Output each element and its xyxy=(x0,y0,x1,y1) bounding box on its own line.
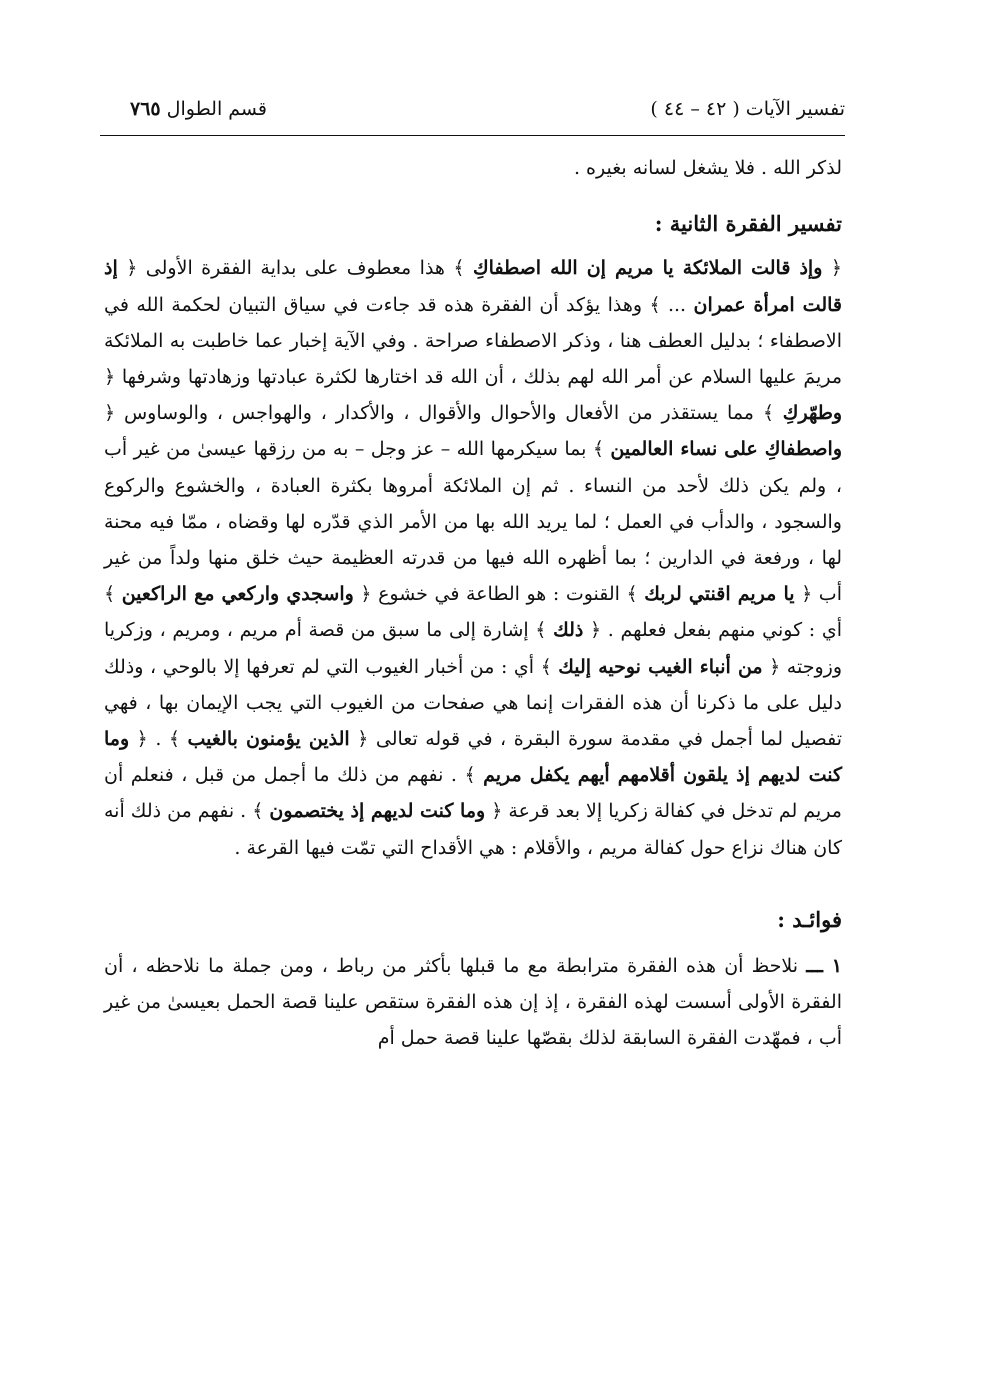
quran-quote: واصطفاكِ على نساء العالمين xyxy=(610,438,842,461)
text-segment: ﴾ . ﴿ xyxy=(129,728,188,751)
page-header xyxy=(100,92,845,132)
text-segment: ﴿ xyxy=(822,257,842,280)
text-segment: ... ﴾ وهذا يؤكد أن الفقرة هذه قد جاءت في سياق التبيان لحكمة الله في الاصطفاء ؛ بدليل العطف هنا ، وذكر الاصطفاء صراحة . وفي الآية إخبار عما خاطبت به الملائكة مريمَ عليها السلام عن أمر الله لهم بذلك ، أن الله قد اختارها لكثرة عبادتها وزهادتها وشرفها ﴿ xyxy=(104,293,842,389)
body-paragraph xyxy=(104,250,842,865)
quran-quote: وطهّركِ xyxy=(782,402,842,425)
quran-quote: يا مريم اقنتي لربك xyxy=(644,583,795,606)
quran-quote: الذين يؤمنون بالغيب xyxy=(187,728,350,751)
text-segment: ﴾ مما يستقذر من الأفعال والأحوال والأقوال ، والأكدار ، والهواجس ، والوساوس ﴿ xyxy=(104,402,783,425)
quran-quote: واسجدي واركعي مع الراكعين xyxy=(121,583,354,606)
quran-quote: وما كنت لديهم إذ يلقون أقلامهم أيهم يكفل مريم xyxy=(104,728,843,787)
section-title: قسم الطوال xyxy=(166,98,267,120)
benefits-heading: فوائـد : xyxy=(777,906,842,932)
text-segment: ﴾ إشارة إلى ما سبق من قصة أم مريم ، ومريم ، وزكريا وزوجته ﴿ xyxy=(104,619,842,678)
quran-quote: إذ قالت امرأة عمران xyxy=(104,257,842,316)
chapter-title: تفسير الآيات ( ٤٢ – ٤٤ ) xyxy=(650,98,845,120)
text-segment: نلاحظ أن هذه الفقرة مترابطة مع ما قبلها بأكثر من رباط ، ومن جملة ما نلاحظه ، أن الفقرة الأولى أسست لهذه الفقرة ، إذ إن هذه الفقرة ستقص علينا قصة الحمل بعيسىٰ من غير أب ، فمهّدت الفقرة السابقة لذلك بقصّها علينا قصة حمل أم xyxy=(104,955,842,1050)
page-number: ٧٦٥ xyxy=(130,98,161,120)
item-number: ١ ـــ xyxy=(806,955,842,978)
quran-quote: ذلك xyxy=(553,619,584,642)
continuation-line: لذكر الله . فلا يشغل لسانه بغيره . xyxy=(573,157,842,179)
benefit-paragraph xyxy=(104,948,842,1057)
section-heading: تفسير الفقرة الثانية : xyxy=(654,211,842,237)
text-segment: ﴾ أي : من أخبار الغيوب التي لم تعرفها إلا بالوحي ، وذلك دليل على ما ذكرنا أن هذه الفقرات إنما هي صفحات من الغيوب التي يجب الإيمان بها ، فهي تفصيل لما أجمل في مقدمة سورة البقرة ، في قوله تعالى ﴿ xyxy=(104,655,842,751)
text-segment: ﴾ بما سيكرمها الله – عز وجل – به من رزقها عيسىٰ من غير أب ، ولم يكن ذلك لأحد من النساء . ثم إن الملائكة أمروها بكثرة العبادة ، والخشوع والركوع والسجود ، والدأب في العمل ؛ لما يريد الله بها من الأمر الذي قدّره لها وقضاه ، ممّا فيه محنة لها ، ورفعة في الدارين ؛ بما أظهره الله فيها من قدرته العظيمة حيث خلق منها ولداً من غير أب ﴿ xyxy=(104,438,842,606)
text-segment: ﴾ . نفهم من ذلك ما أجمل من قبل ، فنعلم أن مريم لم تدخل في كفالة زكريا إلا بعد قرعة ﴿ xyxy=(104,764,842,823)
text-segment: ﴾ . نفهم من ذلك أنه كان هناك نزاع حول كفالة مريم ، والأقلام : هي الأقداح التي تمّت فيها القرعة . xyxy=(104,800,842,859)
header-left xyxy=(100,98,267,120)
text-segment: ﴾ القنوت : هو الطاعة في خشوع ﴿ xyxy=(353,583,645,606)
header-rule xyxy=(100,135,845,136)
quran-quote: من أنباء الغيب نوحيه إليك xyxy=(558,655,763,678)
quran-quote: وإذ قالت الملائكة يا مريم إن الله اصطفاكِ xyxy=(473,257,823,280)
quran-quote: وما كنت لديهم إذ يختصمون xyxy=(269,800,486,823)
text-segment: ﴾ هذا معطوف على بداية الفقرة الأولى ﴿ xyxy=(117,257,474,280)
text-segment: ﴾ أي : كوني منهم بفعل فعلهم . ﴿ xyxy=(104,583,842,642)
page-content xyxy=(104,150,842,1057)
